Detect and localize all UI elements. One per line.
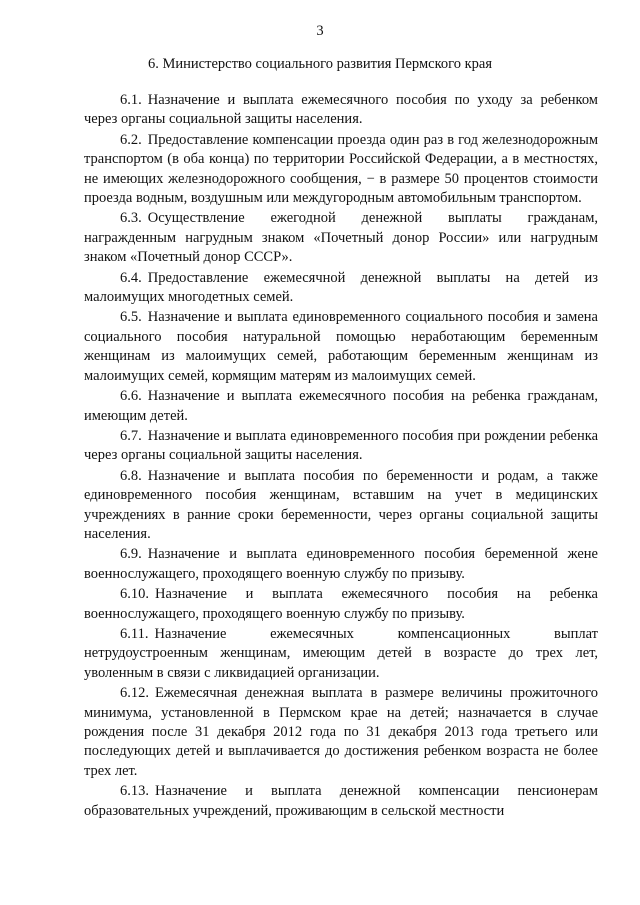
item-number: 6.5. <box>120 309 142 326</box>
item-number: 6.6. <box>120 388 142 405</box>
list-item <box>84 585 598 624</box>
item-number: 6.8. <box>120 467 142 484</box>
item-number: 6.2. <box>120 131 142 148</box>
item-number: 6.13. <box>120 783 149 800</box>
list-item <box>84 467 598 545</box>
item-text: Назначение и выплата денежной компенсации пенсионерам образовательных учреждений, проживающим в сельской местности <box>84 783 598 819</box>
item-text: Назначение и выплата ежемесячного пособия по уходу за ребенком через органы социальной защиты населения. <box>84 92 598 128</box>
item-text: Назначение и выплата единовременного пособия беременной жене военнослужащего, проходящего военную службу по призыву. <box>84 546 598 582</box>
item-text: Предоставление ежемесячной денежной выплаты на детей из малоимущих многодетных семей. <box>84 269 598 306</box>
item-number: 6.4. <box>120 269 142 286</box>
section-title: 6. Министерство социального развития Пермского края <box>148 56 492 72</box>
list-item <box>84 131 598 209</box>
item-text: Назначение и выплата ежемесячного пособия на ребенка военнослужащего, проходящего военную службу по призыву. <box>84 586 598 622</box>
document-body <box>84 91 598 822</box>
item-text: Предоставление компенсации проезда один раз в год железнодорожным транспортом (в оба конца) по территории Российской Федерации, а в местностях, не имеющих железнодорожного сообщения, − в размере 50 процентов стоимости проезда водным, воздушным или междугородным автомобильным транспортом. <box>84 131 598 207</box>
list-item <box>84 308 598 386</box>
list-item <box>84 545 598 584</box>
list-item <box>84 209 598 267</box>
item-number: 6.11. <box>120 625 149 642</box>
item-text: Назначение и выплата единовременного социального пособия и замена социального пособия натуральной помощью неработающим беременным женщинам из малоимущих семей, работающим беременным женщинам из малоимущих семей, кормящим матерям из малоимущих семей. <box>84 309 598 384</box>
list-item <box>84 91 598 130</box>
item-text: Назначение и выплата пособия по беременности и родам, а также единовременного пособия женщинам, вставшим на учет в медицинских учреждениях в ранние сроки беременности, через органы социальной защиты населения. <box>84 467 598 542</box>
item-text: Назначение и выплата единовременного пособия при рождении ребенка через органы социальной защиты населения. <box>84 427 598 464</box>
list-item <box>84 684 598 781</box>
list-item <box>84 625 598 683</box>
item-text: Осуществление ежегодной денежной выплаты гражданам, награжденным нагрудным знаком «Почетный донор России» или нагрудным знаком «Почетный донор СССР». <box>84 210 598 266</box>
item-text: Назначение и выплата ежемесячного пособия на ребенка гражданам, имеющим детей. <box>84 388 598 424</box>
item-number: 6.7. <box>120 427 142 444</box>
item-number: 6.3. <box>120 210 142 227</box>
list-item <box>84 782 598 821</box>
item-number: 6.9. <box>120 546 142 563</box>
item-number: 6.1. <box>120 92 142 108</box>
item-text: Ежемесячная денежная выплата в размере величины прожиточного минимума, установленной в Пермском крае на детей; назначается в случае рождения после 31 декабря 2012 года по 31 декабря 2013 года третьего или последующих детей и выплачивается до достижения ребенком возраста не более трех лет. <box>84 685 598 779</box>
page-number: 3 <box>316 23 324 39</box>
list-item <box>84 427 598 466</box>
list-item <box>84 269 598 308</box>
list-item <box>84 387 598 426</box>
item-number: 6.10. <box>120 586 149 603</box>
item-text: Назначение ежемесячных компенсационных выплат нетрудоустроенным женщинам, имеющим детей в возрасте до трех лет, уволенным в связи с ликвидацией организации. <box>84 625 598 681</box>
item-number: 6.12. <box>120 685 149 702</box>
